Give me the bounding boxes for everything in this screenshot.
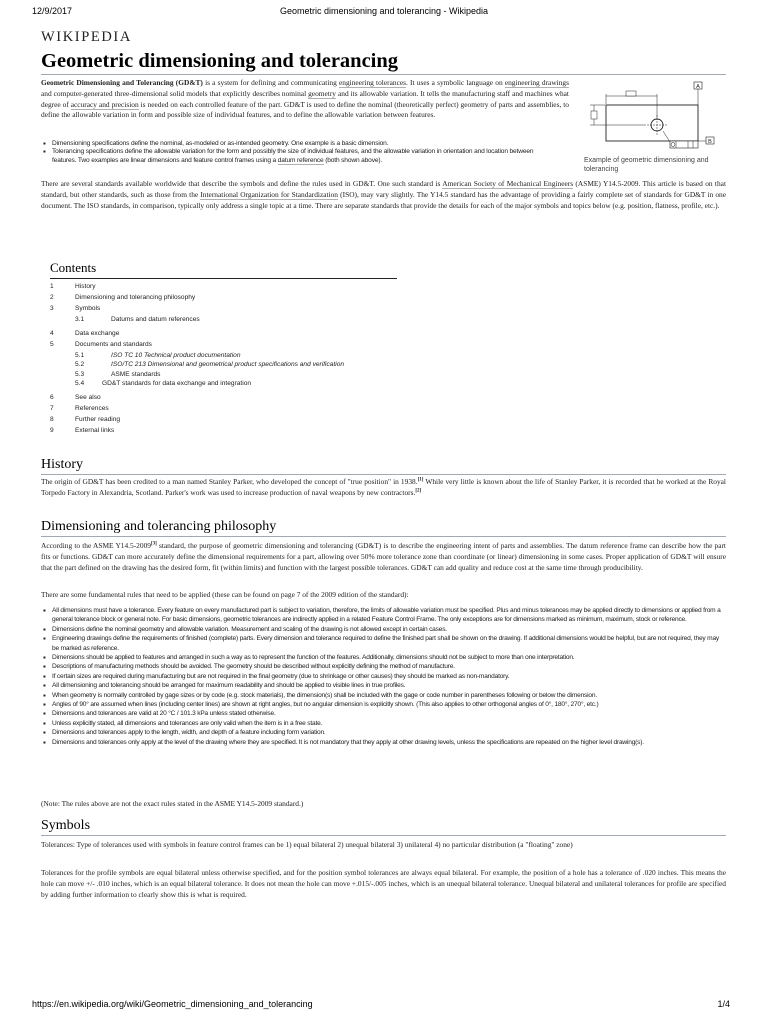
toc-item[interactable]: 6 See also bbox=[50, 393, 101, 401]
print-page-title: Geometric dimensioning and tolerancing - Wikipedia bbox=[279, 6, 489, 16]
intro-paragraph-1: Geometric Dimensioning and Tolerancing (GD&T) is a system for defining and communicating engineering tolerances. It uses a symbolic language on engineering drawings and computer-generated three-dimensional solid models that explicitly describes nominal geometry and its allowable variation. It tells the manufacturing staff and machines what degree of accuracy and precision is needed on each controlled feature of the part. GD&T is used to define the nominal (theoretically perfect) geometry of parts and assemblies, to define the allowable variation in form and possible size of individual features, and to define the allowable variation between features. bbox=[41, 78, 570, 120]
inline-link[interactable]: engineering tolerances bbox=[338, 78, 407, 87]
figure-caption: Example of geometric dimensioning and tolerancing bbox=[584, 157, 709, 173]
toc-subitem[interactable]: 3.1 Datums and datum references bbox=[75, 316, 200, 323]
list-item: ▪ Dimensions and tolerances apply to the length, width, and depth of a feature including form variation. bbox=[41, 728, 726, 737]
print-header bbox=[0, 6, 768, 20]
toc-subitem[interactable]: 5.1 ISO TC 10 Technical product documentation bbox=[75, 351, 241, 359]
toc-subitem[interactable]: 5.4 GD&T standards for data exchange and integration bbox=[75, 380, 252, 388]
inline-link[interactable]: engineering drawings bbox=[504, 78, 569, 87]
gdt-drawing-image bbox=[584, 80, 724, 154]
toc-item[interactable]: 7 References bbox=[50, 404, 109, 412]
toc-item[interactable]: 4 Data exchange bbox=[50, 329, 120, 337]
list-item: ▪ Dimensions and tolerances only apply at the level of the drawing where they are specified. It is not mandatory that they apply at other drawing levels, unless the specifications are repeated on the higher level drawing(s). bbox=[41, 738, 726, 747]
inline-link[interactable]: geometry bbox=[308, 88, 337, 98]
print-date: 12/9/2017 bbox=[32, 6, 73, 16]
symbols-paragraph-1: Tolerances: Type of tolerances used with symbols in feature control frames can be 1) equal bilateral 2) unequal bilateral 3) unilateral 4) no particular distribution (a "floating" zone) bbox=[41, 840, 573, 849]
intro-paragraph-2: There are several standards available worldwide that describe the symbols and define the rules used in GD&T. One such standard is American Society of Mechanical Engineers (ASME) Y14.5-2009. This article is based on that standard, but other standards, such as those from the International Organization for Standardization (ISO), may vary slightly. The Y14.5 standard has the advantage of providing a fairly complete set of standards for GD&T in one document. The ISO standards, in comparison, typically only address a single topic at a time. There are separate standards that provide the details for each of the major symbols and topics below (e.g. position, flatness, profile, etc.). bbox=[41, 179, 727, 210]
toc-subitem[interactable]: 5.3 ASME standards bbox=[75, 370, 161, 378]
wikipedia-wordmark[interactable]: WIKIPEDIA bbox=[41, 29, 132, 45]
datum-b-label: B bbox=[708, 139, 712, 145]
part-outline bbox=[606, 105, 698, 141]
bold-term: Geometric Dimensioning and Tolerancing (GD&T) bbox=[41, 78, 203, 87]
print-url: https://en.wikipedia.org/wiki/Geometric_dimensioning_and_tolerancing bbox=[32, 999, 313, 1009]
citation-link[interactable]: [3] bbox=[150, 541, 157, 547]
list-item: ▪ When geometry is normally controlled by gage sizes or by code (e.g. stock materials), the dimension(s) shall be included with the gage or code number in parentheses following or below the dimension. bbox=[41, 691, 726, 700]
toc-item[interactable]: 3 Symbols bbox=[50, 305, 101, 312]
datum-a-label: A bbox=[696, 84, 700, 90]
symbols-paragraph-2: Tolerances for the profile symbols are equal bilateral unless otherwise specified, and for the position symbol tolerances are always equal bilateral. For example, the position of a hole has a tolerance of .020 inches. This means the hole can move +/- .010 inches, which is an equal bilateral tolerance. It does not mean the hole can move +.015/-.005 inches, which is an unequal bilateral tolerance. Unequal bilateral and unilateral tolerances for profile are specified by adding further information to clearly show this is what is required. bbox=[41, 868, 726, 899]
citation-link[interactable]: [2] bbox=[415, 488, 422, 494]
inline-link[interactable]: accuracy and precision bbox=[70, 99, 139, 109]
toc-item[interactable]: 5 Documents and standards bbox=[50, 340, 152, 348]
philosophy-paragraph-1: According to the ASME Y14.5-2009[3] standard, the purpose of geometric dimensioning and tolerancing (GD&T) is to describe the engineering intent of parts and assemblies. The datum reference frame can describe how the part fits or functions. GD&T can more accurately define the dimensional requirements for a part, allowing over 50% more tolerance zone than coordinate (or linear) dimensioning in some cases. Proper application of GD&T will ensure that the part defined on the drawing has the desired form, fit (within limits) and function with the largest possible tolerances. GD&T can add quality and reduce cost at the same time through producibility. bbox=[41, 541, 726, 572]
list-item: ▪ Dimensioning specifications define the nominal, as-modeled or as-intended geometry. One example is a basic dimension. bbox=[41, 140, 556, 148]
history-paragraph: The origin of GD&T has been credited to a man named Stanley Parker, who developed the concept of "true position" in 1938.[1] While very little is known about the life of Stanley Parker, it is recorded that he worked at the Royal Torpedo Factory in Alexandria, Scotland. Parker's work was used to increase production of naval weapons by new contractors.[2] bbox=[41, 477, 726, 497]
section-heading-philosophy: Dimensioning and tolerancing philosophy bbox=[41, 519, 726, 537]
inline-link[interactable]: American Society of Mechanical Engineers bbox=[442, 179, 574, 188]
toc-item[interactable]: 2 Dimensioning and tolerancing philosophy bbox=[50, 294, 196, 301]
list-item: ▪ Unless explicitly stated, all dimensions and tolerances are only valid when the item is in a free state. bbox=[41, 719, 726, 728]
list-item: ▪ Tolerancing specifications define the allowable variation for the form and possibly the size of individual features, and the allowable variation in orientation and location between features. Two examples are linear dimensions and feature control frames using a datum reference (both shown above). bbox=[41, 148, 556, 165]
rules-list bbox=[41, 606, 726, 747]
list-item: ▪ Dimensions should be applied to features and arranged in such a way as to represent the function of the features. Additionally, dimensions should not be subject to more than one interpretation. bbox=[41, 653, 726, 662]
list-item: ▪ All dimensioning and tolerancing should be arranged for maximum readability and should be applied to visible lines in true profiles. bbox=[41, 681, 726, 690]
toc-item[interactable]: 1 History bbox=[50, 283, 96, 290]
citation-link[interactable]: [1] bbox=[417, 477, 424, 483]
list-item: ▪ Dimensions and tolerances are valid at 20 °C / 101.3 kPa unless stated otherwise. bbox=[41, 709, 726, 718]
toc-list bbox=[50, 283, 397, 438]
list-item: ▪ Descriptions of manufacturing methods should be avoided. The geometry should be described without explicitly defining the method of manufacture. bbox=[41, 662, 726, 671]
inline-link[interactable]: datum reference bbox=[277, 156, 324, 164]
toc-item[interactable]: 8 Further reading bbox=[50, 415, 121, 423]
intro-bullet-list bbox=[41, 140, 556, 165]
section-heading-history: History bbox=[41, 457, 726, 475]
list-item: ▪ Engineering drawings define the requirements of finished (complete) parts. Every dimension and tolerance required to define the finished part shall be shown on the drawing. If additional dimensions would be helpful, but are not required, they may be marked as reference. bbox=[41, 634, 726, 653]
toc-subitem[interactable]: 5.2 ISO/TC 213 Dimensional and geometrical product specifications and verification bbox=[75, 361, 345, 369]
philosophy-paragraph-2: There are some fundamental rules that need to be applied (these can be found on page 7 of the 2009 edition of the standard): bbox=[41, 590, 409, 599]
list-item: ▪ Angles of 90° are assumed when lines (including center lines) are shown at right angles, but no angular dimension is explicitly shown. (This also applies to other orthogonal angles of 0°, 180°, 270°, etc.) bbox=[41, 700, 726, 709]
gdt-example-figure[interactable] bbox=[584, 80, 726, 174]
section-heading-symbols: Symbols bbox=[41, 818, 726, 836]
page-title: Geometric dimensioning and tolerancing bbox=[41, 50, 399, 72]
toc-heading: Contents bbox=[50, 260, 397, 279]
list-item: ▪ Dimensions define the nominal geometry and allowable variation. Measurement and scaling of the drawing is not allowed except in certain cases. bbox=[41, 625, 726, 634]
table-of-contents bbox=[50, 260, 397, 438]
toc-item[interactable]: 9 External links bbox=[50, 426, 115, 434]
title-divider bbox=[41, 74, 726, 75]
print-page-number: 1/4 bbox=[717, 999, 730, 1009]
rules-note: (Note: The rules above are not the exact rules stated in the ASME Y14.5-2009 standard.) bbox=[41, 799, 304, 808]
list-item: ▪ All dimensions must have a tolerance. Every feature on every manufactured part is subject to variation, therefore, the limits of allowable variation must be specified. Plus and minus tolerances may be applied directly to dimensions or applied from a general tolerance block or general note. For basic dimensions, geometric tolerances are indirectly applied in a related Feature Control Frame. The only exceptions are for dimensions marked as minimum, maximum, stock or reference. bbox=[41, 606, 726, 625]
inline-link[interactable]: International Organization for Standardization bbox=[200, 189, 339, 199]
list-item: ▪ If certain sizes are required during manufacturing but are not required in the final geometry (due to shrinkage or other causes) they should be marked as non-mandatory. bbox=[41, 672, 726, 681]
